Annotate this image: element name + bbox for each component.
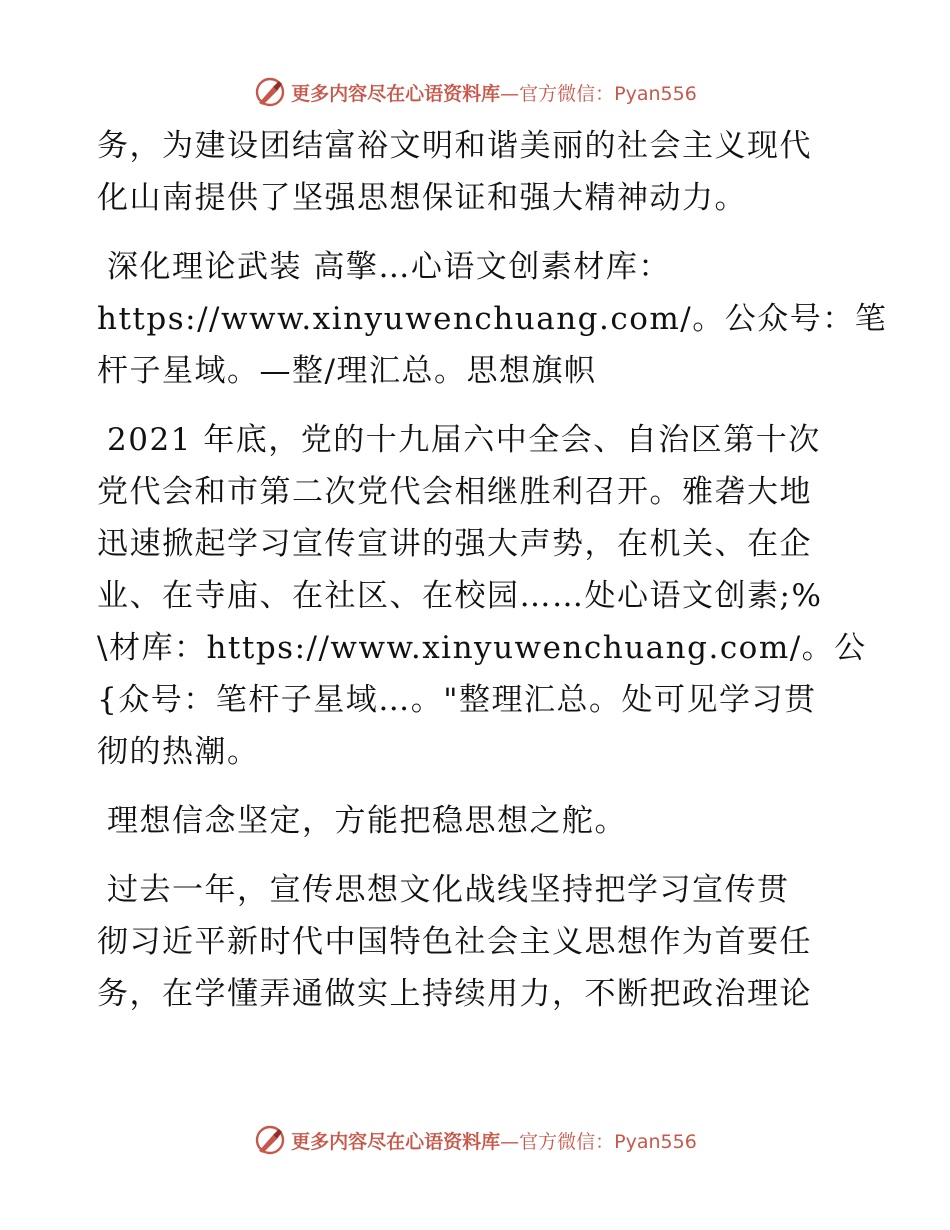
paragraph-5 xyxy=(97,864,857,1020)
text-line: 迅速掀起学习宣传宣讲的强大声势，在机关、在企 xyxy=(97,526,812,562)
text-line: 化山南提供了坚强思想保证和强大精神动力。 xyxy=(97,180,747,216)
text-line: 业、在寺庙、在社区、在校园……处心语文创素;% xyxy=(97,578,823,614)
pen-logo-icon xyxy=(253,1123,287,1157)
text-line: {众号：笔杆子星域…。"整理汇总。处可见学习贯 xyxy=(97,682,817,718)
paragraph-1 xyxy=(97,120,857,224)
text-line: 过去一年，宣传思想文化战线坚持把学习宣传贯 xyxy=(107,872,790,908)
header-bold-text: 更多内容尽在心语资料库 xyxy=(291,82,501,105)
document-body xyxy=(97,120,888,1037)
text-line: 理想信念坚定，方能把稳思想之舵。 xyxy=(107,803,627,839)
header-light-text: —官方微信：Pyan556 xyxy=(500,82,697,105)
header-watermark-text xyxy=(291,79,697,106)
paragraph-4 xyxy=(97,795,857,847)
text-line: https://www.xinyuwenchuang.com/。公众号：笔 xyxy=(97,301,888,337)
text-line: 2021 年底，党的十九届六中全会、自治区第十次 xyxy=(107,422,821,458)
text-line: 党代会和市第二次党代会相继胜利召开。雅砻大地 xyxy=(97,474,812,510)
footer-bold-text: 更多内容尽在心语资料库 xyxy=(291,1130,501,1153)
footer-watermark-text xyxy=(291,1127,697,1154)
paragraph-2 xyxy=(97,241,888,397)
pen-logo-icon xyxy=(253,75,287,109)
text-line: 彻习近平新时代中国特色社会主义思想作为首要任 xyxy=(97,924,812,960)
text-line: 杆子星域。—整/理汇总。思想旗帜 xyxy=(97,353,597,389)
text-line: 彻的热潮。 xyxy=(97,734,260,770)
header-watermark xyxy=(0,72,950,112)
text-line: 务，为建设团结富裕文明和谐美丽的社会主义现代 xyxy=(97,128,812,164)
paragraph-3 xyxy=(97,414,867,778)
footer-light-text: —官方微信：Pyan556 xyxy=(500,1130,697,1153)
footer-watermark xyxy=(0,1120,950,1160)
text-line: \材库：https://www.xinyuwenchuang.com/。公 xyxy=(97,630,867,666)
text-line: 深化理论武装 高擎…心语文创素材库： xyxy=(107,249,671,285)
text-line: 务，在学懂弄通做实上持续用力，不断把政治理论 xyxy=(97,976,812,1012)
